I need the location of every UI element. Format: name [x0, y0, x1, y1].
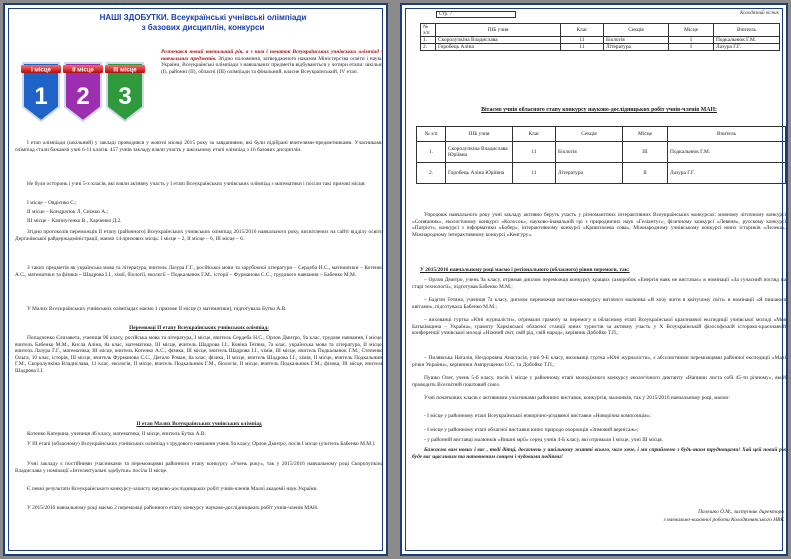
regional-win-1: – Орлов Дмитро, учень 9а класу, отримав диплом переможця конкурсу кращих саморобок «Енергія наяк не вистачає» в номінації «За сучасний погляд на старі технології», підготував Бабенко М.М.; — [412, 277, 786, 290]
paragraph-student-of-year: Учні закладу є постійними учасниками та переможцями районного етапу конкурсу «Учень року», так у 2015/2016 навчальному році Скоролупкіна Владислава у номінації «Інтелектуальні здобутки» посіла II місце. — [15, 461, 383, 474]
table-header-row — [417, 127, 786, 142]
badge-2 — [63, 63, 103, 121]
newspaper-name: Колодязний вісник — [740, 11, 779, 16]
table-header-cell: № з/п — [421, 24, 436, 37]
section-winners-stage2: Переможці II етапу Всеукраїнських учнівських олімпіад: — [129, 325, 269, 331]
table-row — [421, 37, 780, 44]
winners-stage2-list: Попадченко Єлизавета, учениця 9б класу, російська мова та література, I місце, вчитель Сердеба Н.С., Орлов Дмитро, 9а клас, трудове навчання, I місце, вчитель Бабенко М.М., Кисла Аліна, 8а клас, математика, III місце, вчитель Шадрова І.І., Ковіна Тетяна, 7а клас, українська мова та література, II місце, вчитель Лазура Г.Г., математика, III місце, вчитель Котенко А.С.; фізика, III місце, вчитель Шадрова І.І., хімія, III місце, вчитель Подкальнюк Г.М., Степенко Ольга, 10 клас, історія, III місце, вчитель Фурманова С.С., Дягало Роман, 8а клас, фізика, II місце, вчитель Шадрова І.І., хімія, II місце, вчитель Подкальнюк Г.М., Скоролупкіна Владислава, 11 клас, екологія, II місце, вчитель Подкальнюк Г.М., біологія, II місце, вчитель Подкальнюк Г.М.; фізика, III місце, вчитель Шадрова І.І. — [15, 335, 383, 374]
table-cell: Скоролупкіна Владислава — [436, 37, 561, 44]
primary-win-1: - I місце у районному етапі Всеукраїнської новорічно-різдвяної виставки «Новорічна композиція»; — [424, 413, 651, 419]
table-cell: 11 — [561, 44, 604, 51]
table-cell: 1. — [417, 142, 446, 163]
table-header-cell: Місце — [669, 24, 714, 37]
table-cell: I — [669, 44, 714, 51]
title-line-2: з базових дисциплін, конкурси — [141, 22, 265, 32]
table-header-cell: Вчитель — [714, 24, 780, 37]
primary-win-2: - I місце у районному етапі обласної виставки юних природо охоронців «Зимовий вернісаж»; — [424, 427, 639, 433]
badge-1-digit: 1 — [34, 83, 48, 110]
intro-italic: Розпочався новий навчальний рік, а з ним і початок Всеукраїнських учнівських олімпіад з навчальних предметів. — [161, 49, 383, 62]
man-regional-table — [416, 126, 786, 184]
table-header-cell: Клас — [561, 24, 604, 37]
table-header-cell: Клас — [513, 127, 556, 142]
table-cell: Скоролупкіна Владислава Юріївна — [446, 142, 513, 163]
badge-3 — [105, 63, 145, 121]
table-cell: 2. — [421, 44, 436, 51]
table-header-cell: Секція — [604, 24, 669, 37]
medal-badges — [19, 49, 149, 137]
regional-win-4: – Пилявська Наталія, Нездоровна Анастасія, учні 9-Б класу, вихованці гуртка «Юні журналісти», є абсолютними переможцями районної експедиції «Малі річки України», керівники Ампрущенко О.С. та Добойко Т.П.; — [412, 355, 786, 368]
table-cell: 11 — [513, 163, 556, 184]
paragraph-contests: Упродовж навчального року учні закладу активно беруть участь у різноманітних інтерактивних Всеукраїнських конкурсах: мовному літичному конкурсі «Соняшник», екологічному конкурсі «Колосок», науково-інавальній грі з природничих наук «Геліантус», фізичному конкурсі «Левеня», русскому конкурсі «Патріот», конкурсі з інформатики «Бобер», інтерактивному конкурсі «Кришталева сова», Міжнародному учнівському конкурсі юних істориків «Лелека», Міжнародному інтерактивному конкурсі «Кенгуру». — [412, 212, 786, 238]
left-page-frame — [8, 8, 383, 551]
badge-3-label: III місце — [113, 67, 137, 74]
paragraph-stage2: Згідно протоколів переможців II етапу (районного) Всеукраїнських учнівських олімпіад 2015/2016 навчального року, висвітлених на сайті відділу освіти Дергачівської райдержадміністрації, маємо 14 призових місць: I місце – 2, II місце – 6, III місце – 6. — [15, 229, 383, 242]
regional-win-2: – Бадгин Тетяна, учениця 7а класу, диплом переможця виставки-конкурсу витачого малюнка «Я хочу жити в квітучому світі» в номінації «Я пишаюся квітами», підготувала Бабенко М.М.; — [412, 297, 786, 310]
table-cell: Література — [556, 163, 623, 184]
paragraph-man-winners: У 2015/2016 навчальному році маємо 2 переможці районного етапу конкурсу науково-дослідницьких робіт учнів-членів МАН. — [27, 505, 319, 511]
paragraph-subjects: З таких предметів як українська мова та література, вчитель Лазура Г.Г., російської мови та зарубіжної літератури – Сердеба Н.С., математики – Котенко А.С., математики та фізики – Шадрова І.І., хімії, біології, екології – Подкальнюк Г.М., історії – Фурманова С.С., трудового навчання – Бабенко М.М. — [15, 265, 383, 278]
badge-3-digit: 3 — [118, 83, 132, 110]
signature-line-2: з навчально-виховної роботи Колодязнянського НВК — [663, 517, 784, 523]
table-cell: Лазура Г.Г. — [714, 44, 780, 51]
place-1: I місце – Овдієнко С.; — [27, 200, 77, 206]
table-cell: 1. — [421, 37, 436, 44]
table-cell: 11 — [513, 142, 556, 163]
table-header-cell: № з/п — [417, 127, 446, 142]
table-cell: I — [669, 37, 714, 44]
badge-1-label: I місце — [31, 67, 51, 74]
right-page-frame — [405, 8, 786, 551]
regional-win-5: Пушко Олег, учень 5-б класу, посів I місце у районному етапі молодіжного конкурсу екологічного диктанту «Напиши листа собі 45-ти річному», який проводить Всесвітній поштовий союз. — [412, 375, 786, 388]
paragraph-stage1: I етап олімпіади (шкільний) у закладі проводився у жовтні місяці 2015 року за завданнями, які були підібрані вчителями-предметниками. Учасниками олімпіад стали бажаючі учні 6-11 класів. 457 учнів закладу взяли участь у шкільному етапі олімпіад з 16 базових дисциплін. — [15, 140, 383, 153]
signature-line-1: Палешко О.М., заступник директора — [698, 509, 784, 515]
table-row — [417, 142, 786, 163]
badge-2-label: II місце — [72, 67, 94, 74]
table-header-row — [421, 24, 780, 37]
paragraph-small-olympiads: У Малих Всеукраїнських учнівських олімпіадах маємо 1 призове II місце (з математики), підготувала Бутко А.В. — [27, 306, 287, 312]
table-cell: Біологія — [556, 142, 623, 163]
winners-small-stage2: Котенко Катерина, учениця 4б класу, математика, II місце, вчитель Бутко А.В. — [27, 431, 206, 437]
regional-win-3: – вихованці гуртка «Юні журналісти», отримали грамоту за перемогу в обласному етапі Всеукраїнської краєзнавчої експедиції учнівської молоді «Моя Батьківщина – Україна», грамоту Харківської обласної станції юних туристів за активну участь у Х Всеукраїнській фізософській історико-краєзнавчій конференції учнівської молоді «Ніжний світ, свій рід, свій народ», керівник Добойко Т.П.; — [412, 317, 786, 337]
section-regional-wins: У 2015/2016 навчальному році маємо і регіонального (обласного) рівня перемоги, так: — [420, 267, 630, 273]
table-cell: Подкальнюк Г.М. — [714, 37, 780, 44]
intro-rest: Згідно положення, затвердженого наказом Міністерства освіти і науки України, Всеукраїнські олімпіади з навчальних предметів відбуваються у чотири етапи: шкільні (I), районні (II), обласні (III) олімпіади та фінальний, власне Всеукраїнський, IV етап. — [161, 55, 383, 75]
table-header-cell: ПІБ учня — [436, 24, 561, 37]
table-cell: Подкальнюк Г.М. — [668, 142, 786, 163]
place-3: III місце – Капінусенко В., Харченко Д.2. — [27, 218, 122, 224]
man-district-table — [420, 23, 780, 51]
table-header-cell: ПІБ учня — [446, 127, 513, 142]
primary-win-3: - у районній виставці малюнків «Вишні мрії» серед учнів 4-Б класу, які отримали I місце, учні III місця. — [424, 437, 663, 443]
table-row — [417, 163, 786, 184]
table-cell: 11 — [561, 37, 604, 44]
page-title — [53, 13, 353, 32]
table-cell: Горобець Аліна Юріївна — [446, 163, 513, 184]
table-header-cell: Місце — [623, 127, 668, 142]
table-cell: Лазура Г.Г. — [668, 163, 786, 184]
badge-2-digit: 2 — [76, 83, 90, 110]
congrats-heading: Вітаємо учнів обласного етапу конкурсу науково-дослідницьких робіт учнів-членів МАН: — [481, 107, 717, 113]
table-cell: III — [623, 142, 668, 163]
table-cell: Література — [604, 44, 669, 51]
paragraph-man: Є певні результати Всеукраїнського конкурсу-захисту науково-дослідницьких робіт учнів-членів Малої академії наук України. — [27, 486, 318, 492]
table-cell: Біологія — [604, 37, 669, 44]
title-line-1: НАШІ ЗДОБУТКИ. Всеукраїнські учнівські олімпіади — [99, 13, 307, 22]
right-page — [400, 3, 788, 556]
page-number: Стр. 7 — [436, 11, 516, 18]
table-header-cell: Секція — [556, 127, 623, 142]
table-cell: Горобець Аліна — [436, 44, 561, 51]
paragraph-primary-school: Учні початкових класів є активними учасниками районних виставок, конкурсів, малюнків, так у 2015/2016 навчальному році, маємо: — [424, 395, 730, 401]
section-small-stage2: II етап Малих Всеукраїнських учнівських олімпіад — [136, 421, 262, 427]
place-2: II місце – Кондратюк Л, Сніжко А.; — [27, 209, 109, 215]
wishes-paragraph: Бажаємо вам нових і вас , тоді дітці, досягнень у шкільному житті всього, чого хоче, і ми сприймемо з будь-яким труднощами! Хай цей новий рік буде вас щасливим та наповненим сонцем і чудовими подіями! — [412, 447, 786, 460]
badge-1 — [21, 63, 61, 121]
paragraph-fifth-grade: Не були осторонь і учні 5-х класів, які взяли активну участь у I етапі Всеукраїнських учнівських олімпіад з математики і посіли такі призові місця: — [27, 181, 366, 187]
left-page — [3, 3, 388, 556]
table-cell: II — [623, 163, 668, 184]
table-header-cell: Вчитель — [668, 127, 786, 142]
paragraph-stage3: У III етапі (обласному) Всеукраїнських учнівських олімпіад з трудового навчання учень 9а класу, Орлов Дмитро, посів I місце (учитель Бабенко М.М.). — [27, 441, 376, 447]
table-row — [421, 44, 780, 51]
table-cell: 2. — [417, 163, 446, 184]
intro-paragraph — [161, 49, 383, 75]
